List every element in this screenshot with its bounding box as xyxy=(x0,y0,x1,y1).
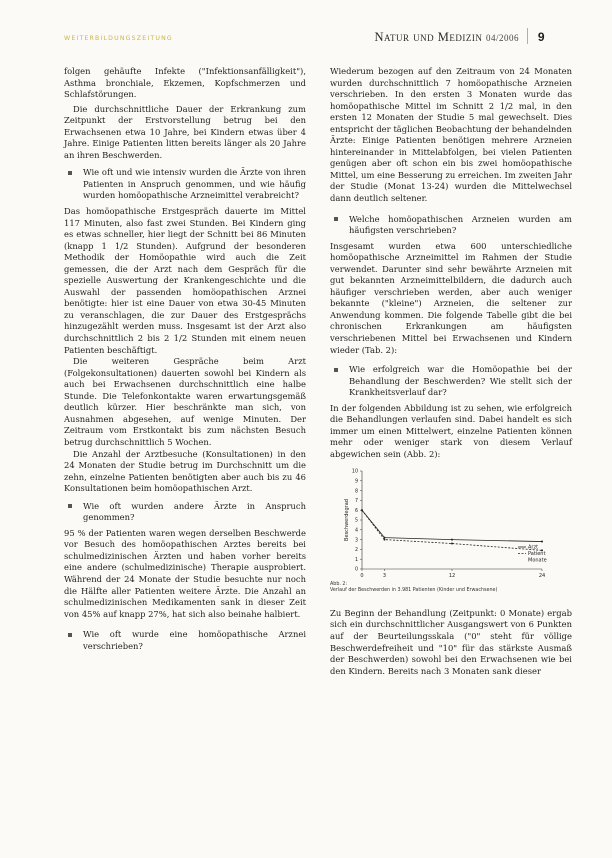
caption-label: Abb. 2: xyxy=(330,581,348,587)
y-tick-label: 0 xyxy=(354,567,358,573)
data-point-patient xyxy=(384,538,386,540)
left-column xyxy=(64,66,306,656)
question-text: Wie oft wurden andere Ärzte in Anspruch genommen? xyxy=(83,500,306,523)
data-point-patient xyxy=(361,509,363,511)
question-item xyxy=(330,364,572,399)
y-tick-label: 1 xyxy=(354,557,358,563)
question-item xyxy=(64,629,306,652)
section-label: WEITERBILDUNGSZEITUNG xyxy=(64,35,173,42)
question-text: Wie oft und wie intensiv wurden die Ärzte von ihren Patienten in Anspruch genommen, und wie häufig wurden homöopathische Arzneimittel verabreicht? xyxy=(83,167,306,201)
figure-caption xyxy=(330,582,572,594)
paragraph: In der folgenden Abbildung ist zu sehen, wie erfolgreich die Behandlungen verlaufen sind. Dabei handelt es sich immer um einen Mittelwert, einzelne Patienten können mehr oder weniger stark von diesem Verlauf abgewichen sein (Abb. 2): xyxy=(330,402,572,459)
paragraph: Wiederum bezogen auf den Zeitraum von 24 Monaten wurden durchschnittlich 7 homöopathische Arzneien verschrieben. In den ersten 3 Monaten wurde das homöopathische Mittel im Schnitt 2 1/2 mal, in den ersten 12 Monaten der Studie 5 mal gewechselt. Dies entspricht der täglichen Beobachtung der behandelnden Ärzte: Einige Patienten benötigen mehrere Arzneien hintereinander in Mittelabfolgen, bei vielen Patienten genügen aber oft schon ein bis zwei homöopathische Mittel, um eine Besserung zu erreichen. Im zweiten Jahr der Studie (Monat 13-24) wurden die Mittelwechsel dann deutlich seltener. xyxy=(330,66,572,204)
right-column xyxy=(330,66,572,677)
bullet-icon xyxy=(334,368,338,372)
paragraph: Die durchschnittliche Dauer der Erkrankung zum Zeitpunkt der Erstvorstellung betrug bei den Erwachsenen etwa 10 Jahre, bei Kindern etwas über 4 Jahre. Einige Patienten litten bereits länger als 20 Jahre an ihren Beschwerden. xyxy=(64,103,306,160)
data-point-arzt xyxy=(541,540,543,542)
x-tick-label: 3 xyxy=(382,572,387,579)
y-tick-label: 7 xyxy=(354,498,358,504)
y-tick-label: 6 xyxy=(354,508,358,514)
question-item xyxy=(64,167,306,202)
paragraph: Die Anzahl der Arztbesuche (Konsultationen) in den 24 Monaten der Studie betrug im Durchschnitt um die zehn, einzelne Patienten benötigten aber auch bis zu 46 Konsultationen beim homöopathischen Arzt. xyxy=(64,448,306,494)
paragraph: Zu Beginn der Behandlung (Zeitpunkt: 0 Monate) ergab sich ein durchschnittlicher Ausgangswert von 6 Punkten auf der Beurteilungsskala ("0" steht für völlige Beschwerdefreiheit und "10" für das stärkste Ausmaß der Beschwerden) sowohl bei den Erwachsenen wie bei den Kindern. Bereits nach 3 Monaten sank dieser xyxy=(330,607,572,676)
y-tick-label: 4 xyxy=(354,528,358,533)
question-item xyxy=(330,214,572,237)
bullet-icon xyxy=(68,633,72,637)
paragraph: Die weiteren Gespräche beim Arzt (Folgekonsultationen) dauerten sowohl bei Kindern als auch bei Erwachsenen durchschnittlich eine halbe Stunde. Die Telefonkontakte waren erwartungsgemäß deutlich kürzer. Hier beschränkte man sich, von Ausnahmen abgesehen, auf wenige Minuten. Der Zeitraum vom Erstkontakt bis zum nächsten Besuch betrug durchschnittlich 5 Wochen. xyxy=(64,356,306,447)
series-line-arzt xyxy=(362,510,542,541)
y-tick-label: 10 xyxy=(351,469,358,475)
question-text: Wie erfolgreich war die Homöopathie bei der Behandlung der Beschwerden? Wie stellt sich der Krankheitsverlauf dar? xyxy=(349,364,572,398)
header-divider xyxy=(527,28,529,44)
paragraph: folgen gehäufte Infekte ("Infektionsanfälligkeit"), Asthma bronchiale, Ekzemen, Kopfschmerzen und Schlafstörungen. xyxy=(64,66,306,100)
x-tick-label: 0 xyxy=(360,572,364,579)
line-chart xyxy=(330,465,572,581)
y-tick-label: 5 xyxy=(354,518,358,524)
bullet-icon xyxy=(68,504,72,508)
page-header xyxy=(375,28,545,45)
y-tick-label: 8 xyxy=(354,488,358,494)
y-tick-label: 3 xyxy=(354,537,358,543)
question-item xyxy=(64,501,306,524)
bullet-icon xyxy=(334,217,338,221)
legend-label: Patient xyxy=(528,550,546,557)
x-tick-label: 24 xyxy=(538,572,546,579)
bullet-icon xyxy=(68,171,72,175)
issue-number: 04/2006 xyxy=(486,33,520,43)
page-number: 9 xyxy=(537,30,545,44)
figure-chart xyxy=(330,465,572,581)
data-point-patient xyxy=(451,542,453,544)
paragraph: Das homöopathische Erstgespräch dauerte im Mittel 117 Minuten, also fast zwei Stunden. Bei Kindern ging es etwas schneller, hier liegt der Schnitt bei 86 Minuten (knapp 1 1/2 Stunden). Aufgrund der besonderen Methodik der Homöopathie wird auch die Zeit gemessen, die der Arzt nach dem Gespräch für die spezielle Auswertung der Krankengeschichte und die Auswahl der passenden homöopathischen Arznei benötigte: hier ist eine Dauer von etwa 30-45 Minuten zu veranschlagen, die zur Dauer des Erstgesprächs hinzugezählt werden muss. Insgesamt ist der Arzt also durchschnittlich 2 bis 2 1/2 Stunden mit einem neuen Patienten beschäftigt. xyxy=(64,206,306,355)
x-tick-label: 12 xyxy=(448,572,456,579)
y-axis-label: Beschwerdegrad xyxy=(344,498,350,541)
publication-title: Natur und Medizin xyxy=(374,30,483,44)
paragraph: Insgesamt wurden etwa 600 unterschiedliche homöopathische Arzneimittel im Rahmen der Studie verwendet. Darunter sind sehr bewährte Arzneien mit gut bekannten Arzneimittelbildern, die dadurch auch häufiger verschrieben werden, aber auch weniger bekannte ("kleine") Arzneien, die seltener zur Anwendung kommen. Die folgende Tabelle gibt die bei chronischen Erkrankungen am häufigsten verschriebenen Mittel bei Erwachsenen und Kindern wieder (Tab. 2): xyxy=(330,240,572,355)
caption-text: Verlauf der Beschwerden in 3.981 Patienten (Kinder und Erwachsene) xyxy=(330,587,498,593)
legend-label: Arzt xyxy=(528,544,539,551)
y-tick-label: 2 xyxy=(354,547,358,553)
question-text: Welche homöopathischen Arzneien wurden am häufigsten verschrieben? xyxy=(349,213,572,236)
y-tick-label: 9 xyxy=(354,479,358,484)
paragraph: 95 % der Patienten waren wegen derselben Beschwerde vor Besuch des homöopathischen Arztes bereits bei schulmedizinischen Ärzten und haben vorher bereits eine andere (schulmedizinische) Therapie ausprobiert. Während der 24 Monate der Studie besuchte nur noch die Hälfte aller Patienten weitere Ärzte. Die Anzahl an schulmedizinischen Medikamenten sank in dieser Zeit von 45% auf knapp 27%, hat sich also beinahe halbiert. xyxy=(64,527,306,619)
question-text: Wie oft wurde eine homöopathische Arznei verschrieben? xyxy=(83,629,306,651)
x-axis-label: Monate xyxy=(528,557,547,564)
data-point-arzt xyxy=(451,538,453,540)
